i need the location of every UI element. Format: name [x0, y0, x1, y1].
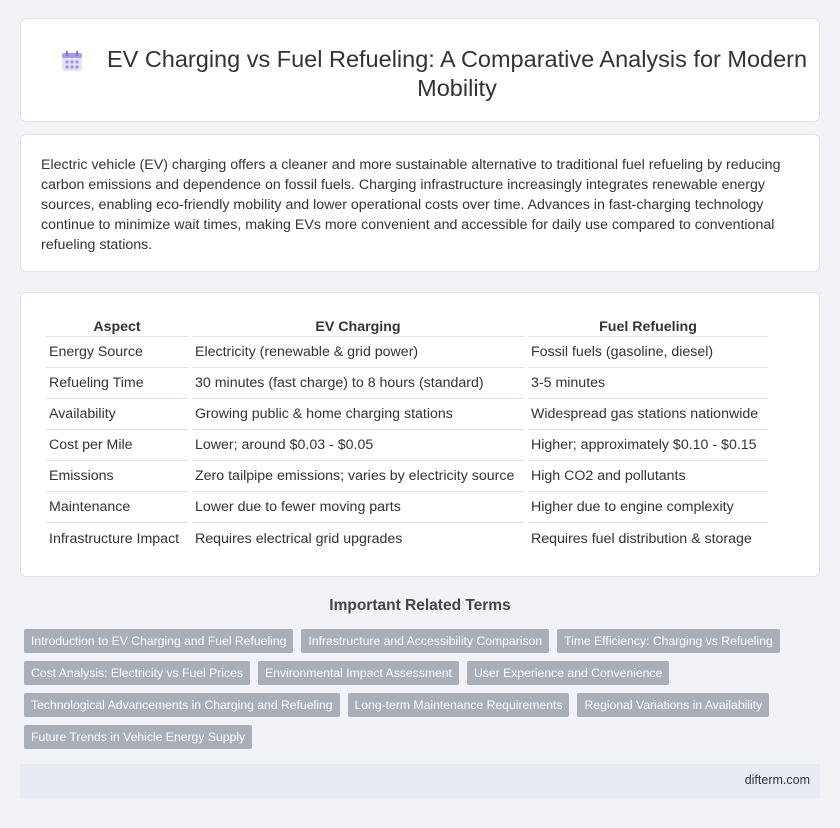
- table-cell-fuel: Widespread gas stations nationwide: [528, 399, 768, 430]
- table-cell-aspect: Emissions: [46, 461, 188, 492]
- footer: [20, 764, 820, 798]
- table-cell-aspect: Availability: [46, 399, 188, 430]
- table-cell-ev: 30 minutes (fast charge) to 8 hours (standard): [192, 368, 524, 399]
- table-cell-aspect: Infrastructure Impact: [49, 530, 180, 547]
- table-cell-aspect: Cost per Mile: [46, 430, 188, 461]
- table-row: [46, 368, 768, 399]
- comparison-card: [20, 292, 820, 577]
- header-card: [20, 18, 820, 122]
- table-cell-fuel: Higher due to engine complexity: [528, 492, 768, 523]
- table-cell-ev: Lower due to fewer moving parts: [192, 492, 524, 523]
- related-terms-list: [24, 629, 784, 749]
- related-term-tag[interactable]: Time Efficiency: Charging vs Refueling: [557, 629, 780, 653]
- related-term-tag[interactable]: Cost Analysis: Electricity vs Fuel Prices: [24, 661, 250, 685]
- table-row: [46, 492, 768, 523]
- table-cell-ev: Lower; around $0.03 - $0.05: [192, 430, 524, 461]
- table-row: [46, 430, 768, 461]
- related-term-tag[interactable]: Long-term Maintenance Requirements: [348, 693, 570, 717]
- table-header-row: [46, 315, 768, 337]
- related-terms-title: Important Related Terms: [329, 597, 511, 614]
- table-cell-ev: Electricity (renewable & grid power): [192, 337, 524, 368]
- page-title: EV Charging vs Fuel Refueling: A Comparative Analysis for Modern Mobility: [106, 46, 808, 101]
- footer-site-link[interactable]: difterm.com: [744, 773, 810, 787]
- table-cell-aspect: Refueling Time: [46, 368, 188, 399]
- related-term-tag[interactable]: Technological Advancements in Charging and Refueling: [24, 693, 340, 717]
- related-term-tag[interactable]: Regional Variations in Availability: [577, 693, 769, 717]
- table-cell-aspect: Energy Source: [46, 337, 188, 368]
- table-row: [46, 399, 768, 430]
- related-term-tag[interactable]: Environmental Impact Assessment: [258, 661, 459, 685]
- table-cell-fuel: Higher; approximately $0.10 - $0.15: [528, 430, 768, 461]
- intro-card: [20, 134, 820, 272]
- related-term-tag[interactable]: User Experience and Convenience: [467, 661, 669, 685]
- table-row: [46, 461, 768, 492]
- header-aspect: Aspect: [46, 315, 188, 337]
- related-term-tag[interactable]: Introduction to EV Charging and Fuel Refueling: [24, 629, 293, 653]
- table-cell-aspect: Maintenance: [46, 492, 188, 523]
- intro-paragraph: Electric vehicle (EV) charging offers a cleaner and more sustainable alternative to traditional fuel refueling by reducing carbon emissions and dependence on fossil fuels. Charging infrastructure increasingly integrates renewable energy sources, enabling eco-friendly mobility and lower operational costs over time. Advances in fast-charging technology continue to minimize wait times, making EVs more convenient and accessible for daily use compared to conventional refueling stations.: [41, 157, 781, 253]
- table-cell-ev: Zero tailpipe emissions; varies by electricity source: [192, 461, 524, 492]
- related-term-tag[interactable]: Future Trends in Vehicle Energy Supply: [24, 725, 252, 749]
- table-cell-fuel: Fossil fuels (gasoline, diesel): [528, 337, 768, 368]
- table-row: [46, 337, 768, 368]
- table-cell-fuel: Requires fuel distribution & storage: [531, 530, 752, 547]
- table-cell-fuel: High CO2 and pollutants: [528, 461, 768, 492]
- comparison-table: [42, 315, 772, 554]
- calendar-icon: [61, 50, 83, 72]
- table-cell-ev: Growing public & home charging stations: [192, 399, 524, 430]
- table-cell-fuel: 3-5 minutes: [528, 368, 768, 399]
- header-ev-charging: EV Charging: [192, 315, 524, 337]
- table-cell-ev: Requires electrical grid upgrades: [195, 530, 403, 547]
- table-row: [46, 523, 768, 554]
- header-fuel-refueling: Fuel Refueling: [528, 315, 768, 337]
- related-term-tag[interactable]: Infrastructure and Accessibility Comparison: [301, 629, 549, 653]
